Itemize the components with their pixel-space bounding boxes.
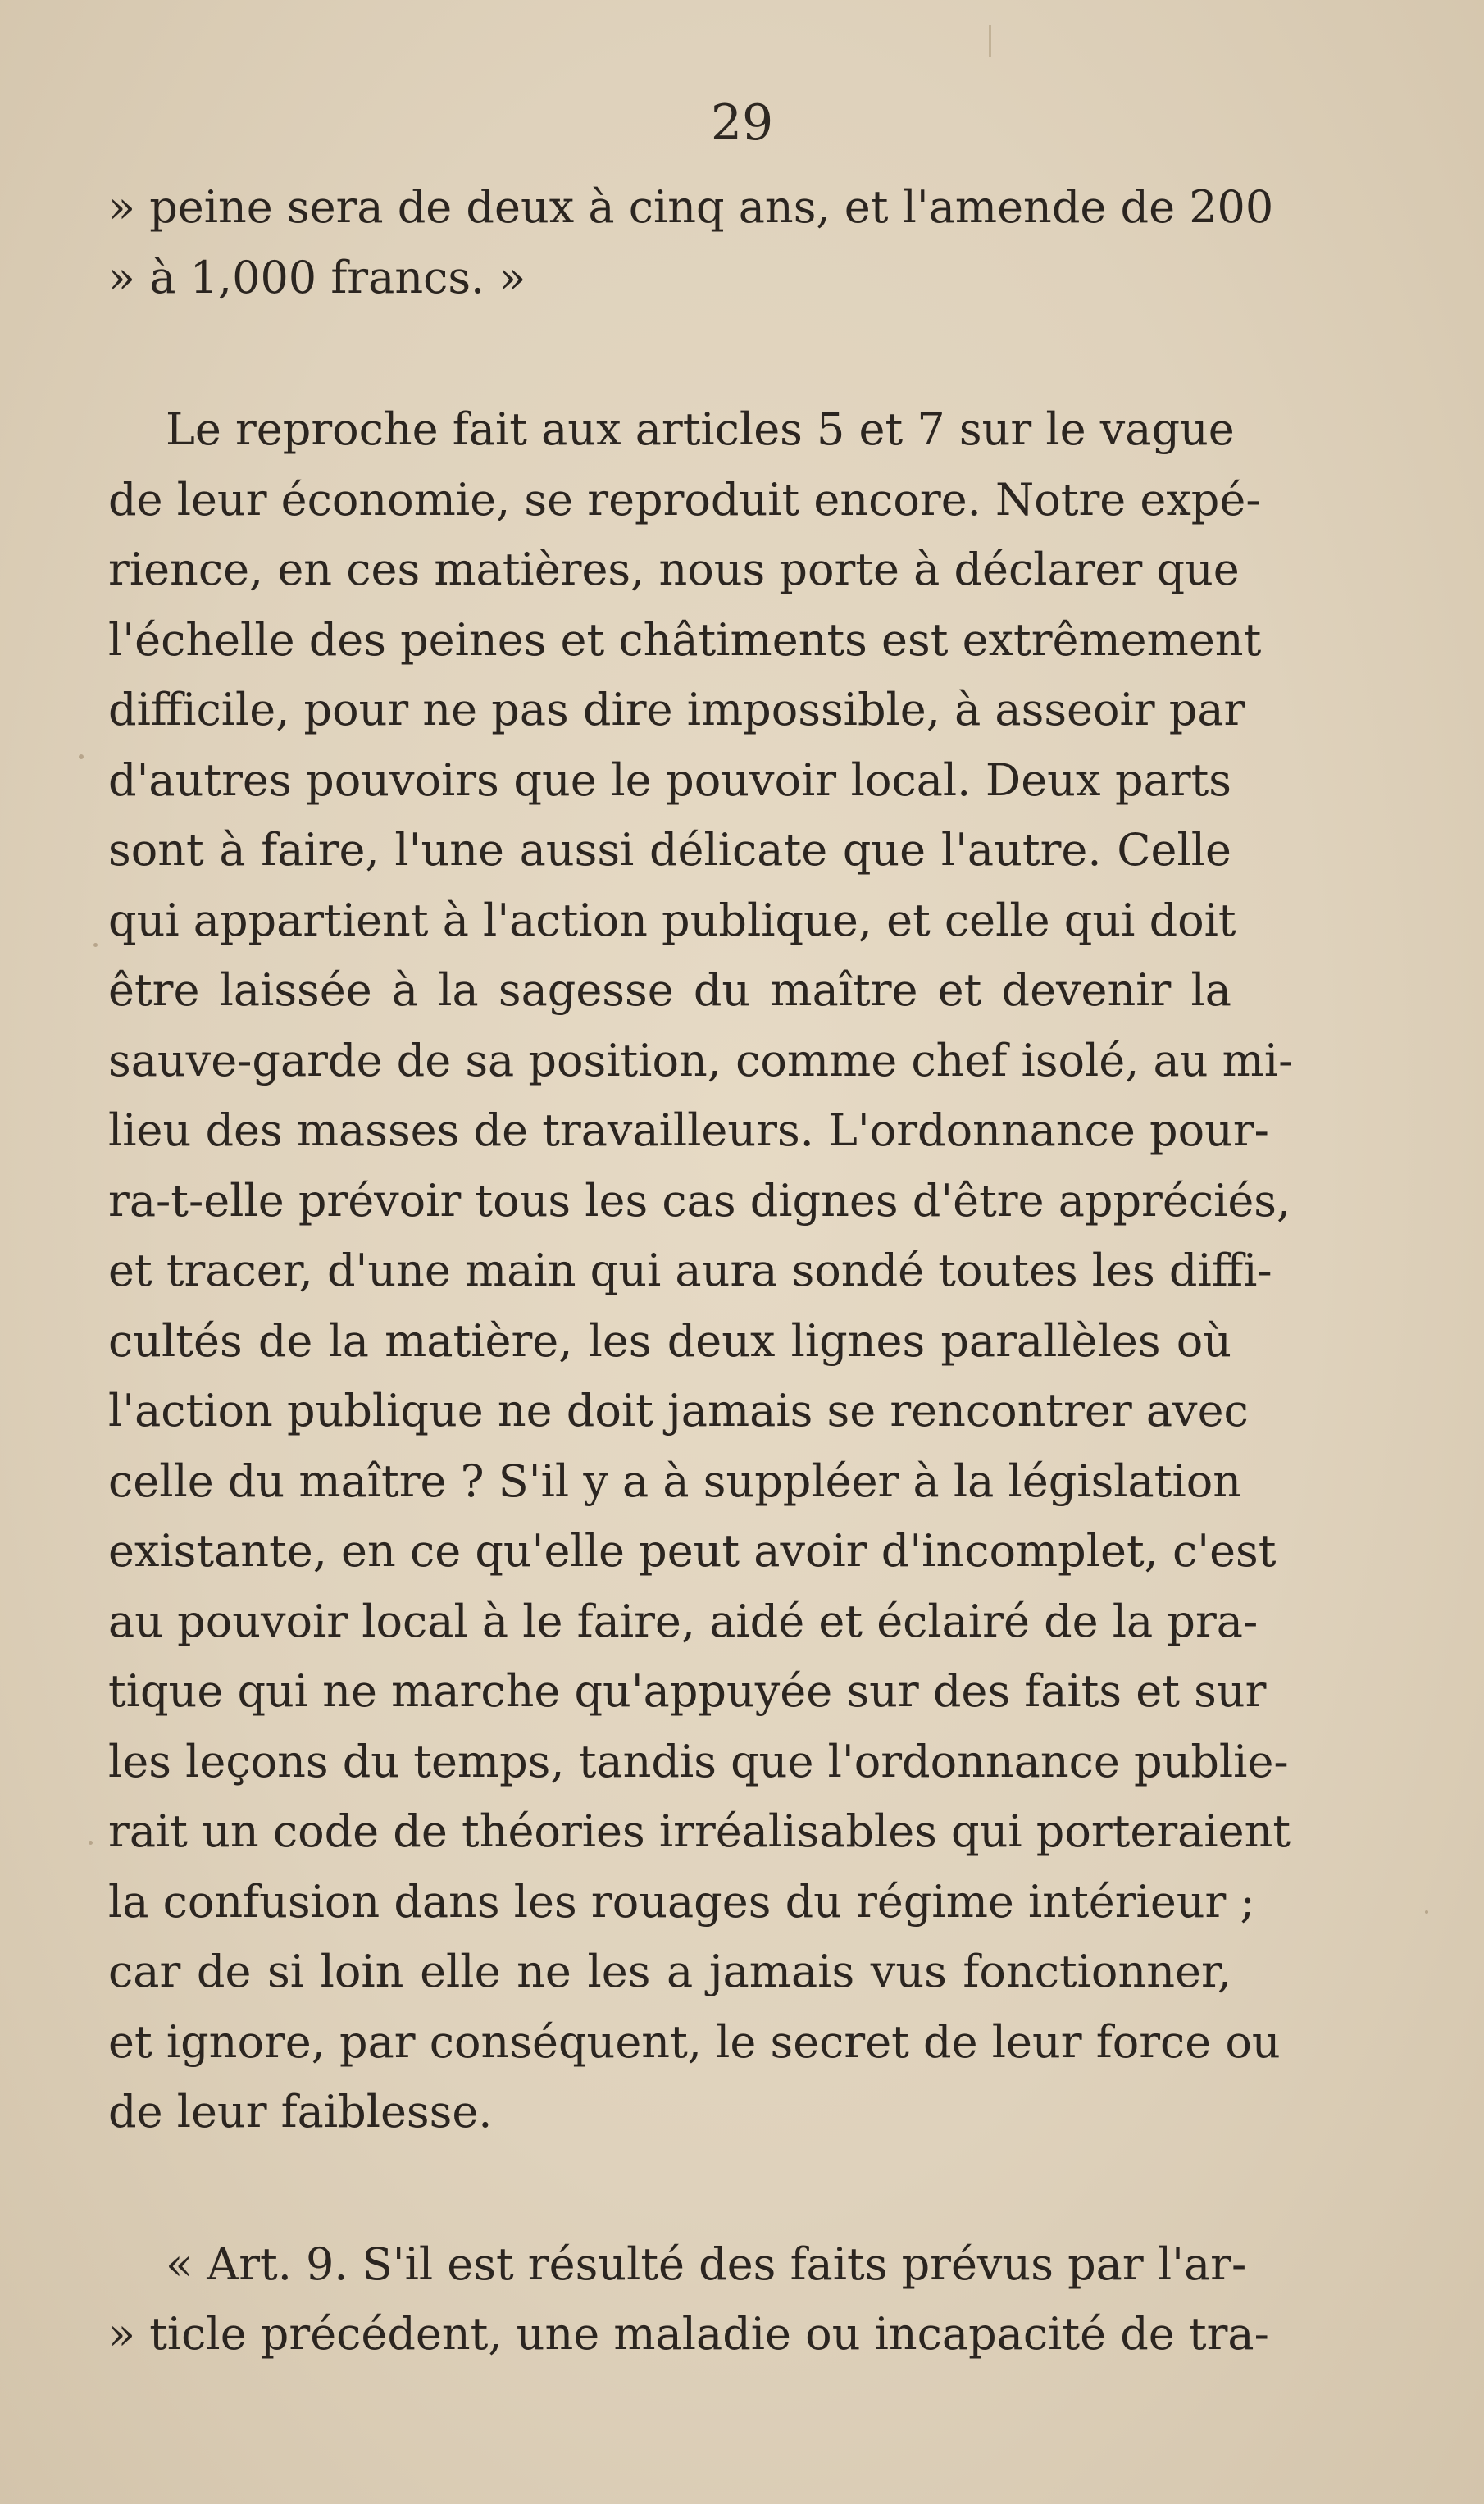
- text-line: existante, en ce qu'elle peut avoir d'incomplet, c'est: [108, 1525, 1277, 1577]
- text-line: » peine sera de deux à cinq ans, et l'amende de 200: [108, 181, 1274, 233]
- text-line: qui appartient à l'action publique, et celle qui doit: [108, 894, 1236, 946]
- paper-speck: [93, 943, 98, 947]
- paper-speck: [989, 25, 991, 57]
- text-line: rience, en ces matières, nous porte à déclarer que: [108, 544, 1240, 595]
- text-line: au pouvoir local à le faire, aidé et éclairé de la pra-: [108, 1595, 1259, 1647]
- text-line: rait un code de théories irréalisables qui porteraient: [108, 1805, 1291, 1857]
- paper-speck: [79, 754, 84, 759]
- text-line: celle du maître ? S'il y a à suppléer à la législation: [108, 1455, 1242, 1507]
- text-line: de leur faiblesse.: [108, 2086, 493, 2138]
- text-line: la confusion dans les rouages du régime intérieur ;: [108, 1875, 1255, 1928]
- text-line: et tracer, d'une main qui aura sondé toutes les diffi-: [108, 1245, 1272, 1296]
- text-line: d'autres pouvoirs que le pouvoir local. Deux parts: [108, 753, 1231, 806]
- text-line: ra-t-elle prévoir tous les cas dignes d'être appréciés,: [108, 1174, 1291, 1227]
- page-number: 29: [710, 94, 774, 152]
- text-line: car de si loin elle ne les a jamais vus fonctionner,: [108, 1946, 1231, 1997]
- text-line: Le reproche fait aux articles 5 et 7 sur le vague: [166, 403, 1235, 455]
- text-line: lieu des masses de travailleurs. L'ordonnance pour-: [108, 1104, 1269, 1156]
- text-line: et ignore, par conséquent, le secret de leur force ou: [108, 2015, 1281, 2068]
- paragraph-gap: [108, 2147, 1231, 2229]
- text-line: les leçons du temps, tandis que l'ordonnance publie-: [108, 1735, 1289, 1787]
- text-line: cultés de la matière, les deux lignes parallèles où: [108, 1314, 1231, 1367]
- text-line: sauve-garde de sa position, comme chef isolé, au mi-: [108, 1034, 1294, 1086]
- text-line: être laissée à la sagesse du maître et devenir la: [108, 964, 1231, 1016]
- text-line: sont à faire, l'une aussi délicate que l'autre. Celle: [108, 824, 1231, 876]
- paper-speck: [89, 1841, 93, 1845]
- text-line: difficile, pour ne pas dire impossible, à asseoir par: [108, 684, 1245, 735]
- paragraph-gap: [108, 312, 1231, 394]
- text-line: tique qui ne marche qu'appuyée sur des faits et sur: [108, 1665, 1267, 1717]
- text-line: l'action publique ne doit jamais se rencontrer avec: [108, 1385, 1249, 1436]
- page-text: [108, 172, 1294, 2370]
- paper-speck: [1425, 1910, 1428, 1914]
- text-line: » ticle précédent, une maladie ou incapacité de tra-: [108, 2308, 1269, 2360]
- text-line: de leur économie, se reproduit encore. Notre expé-: [108, 473, 1261, 526]
- text-line: « Art. 9. S'il est résulté des faits prévus par l'ar-: [166, 2238, 1247, 2290]
- text-line: l'échelle des peines et châtiments est extrêmement: [108, 613, 1262, 666]
- text-line: » à 1,000 francs. »: [108, 251, 526, 303]
